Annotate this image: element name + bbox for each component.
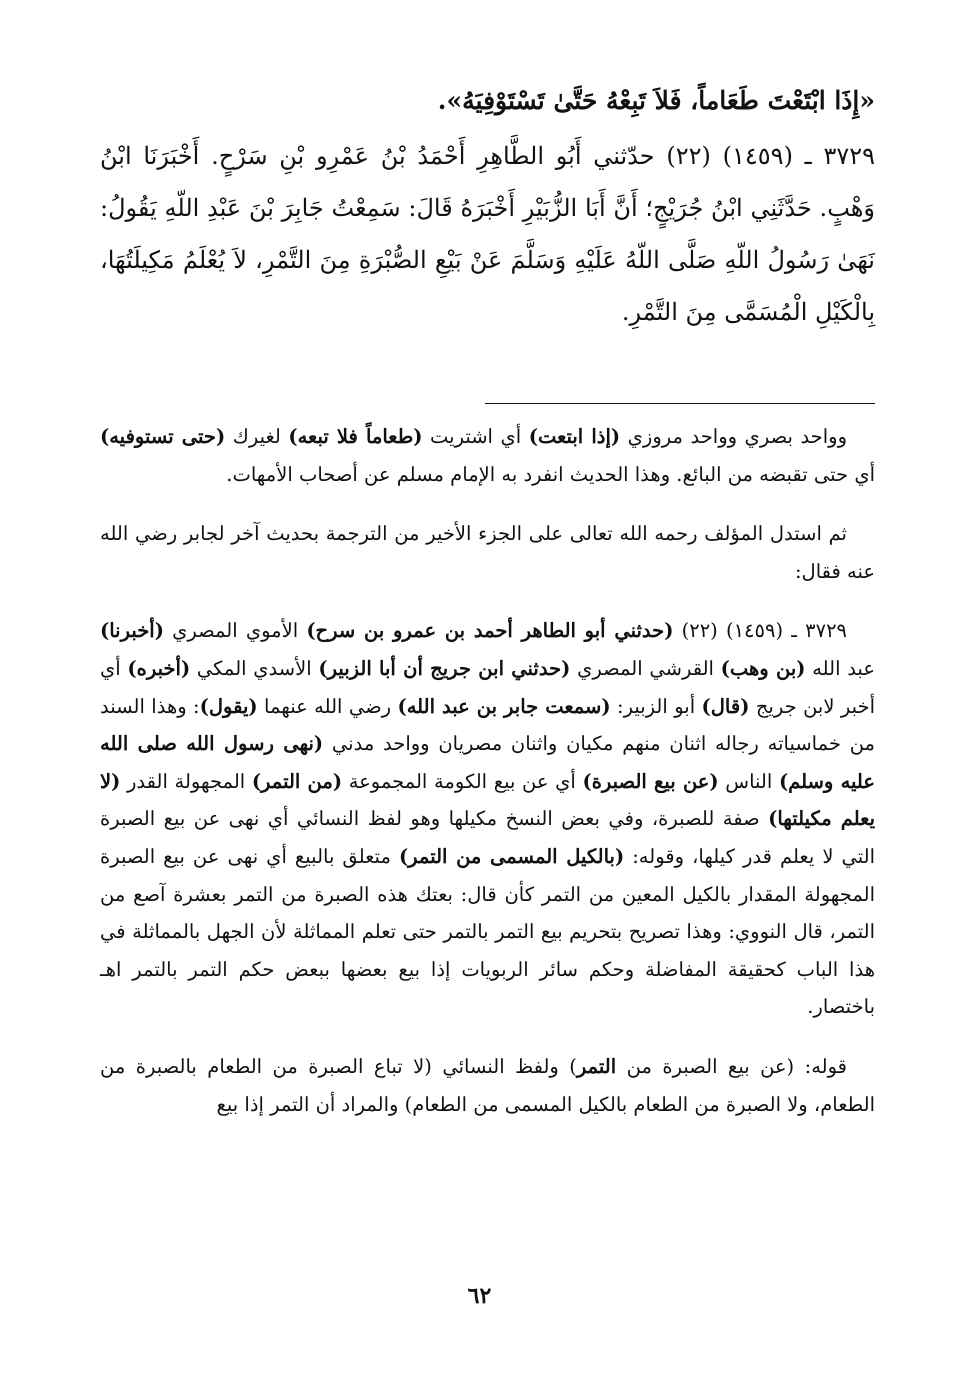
quoted-phrase: التمر <box>576 1054 617 1078</box>
quoted-phrase: (نهى رسول الله صلى الله عليه وسلم) <box>100 732 876 793</box>
commentary-text: ) ولفظ النسائي (لا تباع الصبرة من الطعام بالصبرة من الطعام، ولا الصبرة من الطعام بالكيل المسمى من الطعام) والمراد أن التمر إذا بيع <box>100 1054 875 1116</box>
commentary-text: ثم استدل المؤلف رحمه الله تعالى على الجزء الأخير من الترجمة بحديث آخر لجابر رضي الله عنه فقال: <box>100 522 875 583</box>
commentary-text: : وهذا السند من خماسياته رجاله اثنان منهم مكيان واثنان مصريان وواحد مدني <box>100 694 875 756</box>
quoted-phrase: (حدثني أبو الطاهر أحمد بن عمرو بن سرح) <box>306 619 674 643</box>
hadith-number-ref: ٣٧٢٩ ـ (١٤٥٩) (٢٢) <box>673 619 848 643</box>
quoted-phrase: (يقول) <box>199 694 258 718</box>
commentary-text: قوله: (عن بيع الصبرة من <box>616 1054 847 1078</box>
commentary-text: الناس <box>718 769 779 793</box>
footnote-divider <box>485 403 875 404</box>
commentary-paragraph-2 <box>100 515 875 590</box>
hadith-paragraph <box>100 130 875 338</box>
quoted-phrase: (عن بيع الصبرة) <box>582 769 719 793</box>
quoted-phrase: (حدثني ابن جريج أن أبا الزبير) <box>318 656 571 680</box>
quoted-phrase: (سمعت جابر بن عبد الله) <box>397 694 611 718</box>
commentary-text: أي حتى تقبضه من البائع. وهذا الحديث انفرد به الإمام مسلم عن أصحاب الأمهات. <box>226 462 875 486</box>
commentary-text: أي أخبر لابن جريج <box>100 656 875 718</box>
hadith-block <box>100 78 875 338</box>
commentary-text: رضي الله عنهما <box>257 694 398 718</box>
hadith-text: حدّثني أَبُو الطَّاهِرِ أَحْمَدُ بْنُ عَمْرِو بْنِ سَرْحٍ. أَخْبَرَنَا ابْنُ وَهْبٍ. حَدَّثَنِي ابْنُ جُرَيْجٍ؛ أَنَّ أَبَا الزُّبَيْرِ أَخْبَرَهُ قَالَ: سَمِعْتُ جَابِرَ بْنَ عَبْدِ اللّهِ يَقُولُ: نَهَىٰ رَسُولُ اللّهِ صَلَّى اللّهُ عَلَيْهِ وَسَلَّمَ عَنْ بَيْعِ الصُّبْرَةِ مِنَ التَّمْرِ، لاَ يُعْلَمُ مَكِيلَتُهَا، بِالْكَيْلِ الْمُسَمَّى مِنَ التَّمْرِ. <box>100 142 875 326</box>
commentary-text: أي عن بيع الكومة المجموعة <box>342 769 583 793</box>
commentary-text: أي اشتريت <box>422 425 529 448</box>
quoted-phrase: (بن وهب) <box>720 656 806 680</box>
quoted-phrase: (قال) <box>701 694 750 718</box>
commentary-text: المجهولة القدر <box>120 769 252 793</box>
previous-hadith-ending: «إِذَا ابْتَعْتَ طَعَاماً، فَلاَ تَبِعْهُ حَتَّىٰ تَسْتَوْفِيَهُ». <box>437 86 875 115</box>
commentary-paragraph-3 <box>100 612 875 1026</box>
quoted-phrase: (إذا ابتعت) <box>528 425 621 448</box>
commentary-text: أبو الزبير: <box>610 694 702 718</box>
commentary-paragraph-1 <box>100 418 875 493</box>
commentary-section <box>100 418 875 1145</box>
commentary-text: متعلق بالبيع أي نهى عن بيع الصبرة المجهولة المقدار بالكيل المعين من التمر كأن قال: بعتك هذه الصبرة من التمر بعشرة آصع من التمر، قال النووي: وهذا تصريح بتحريم بيع التمر بالتمر حتى تعلم المماثلة لأن الجهل بالمماثلة في هذا الباب كحقيقة المفاضلة وحكم سائر الربويات إذا بيع بعضها ببعض حكم التمر بالتمر اهـ باختصار. <box>100 844 875 1019</box>
quoted-phrase: (أخبرنا) <box>100 619 164 643</box>
commentary-paragraph-4 <box>100 1048 875 1123</box>
quoted-phrase: (لا يعلم مكيلتها) <box>100 769 875 831</box>
commentary-text: صفة للصبرة، وفي بعض النسخ مكيلها وهو لفظ النسائي أي نهى عن بيع الصبرة التي لا يعلم قدر كيلها، وقوله: <box>100 807 875 868</box>
commentary-text: لغيرك <box>225 425 289 448</box>
quoted-phrase: (طعاماً فلا تبعه) <box>288 425 423 448</box>
quoted-phrase: (من التمر) <box>251 769 343 793</box>
commentary-text: عبد الله <box>805 656 875 680</box>
hadith-number: ٣٧٢٩ ـ (١٤٥٩) (٢٢) <box>666 142 875 170</box>
commentary-text: القرشي المصري <box>570 656 721 680</box>
commentary-text: الأسدي المكي <box>190 656 319 680</box>
quoted-phrase: (أخبره) <box>127 656 191 680</box>
commentary-text: وواحد بصري وواحد مروزي <box>620 425 847 448</box>
commentary-text: الأموي المصري <box>163 619 307 643</box>
quoted-phrase: (حتى تستوفيه) <box>100 425 226 448</box>
page-number: ٦٢ <box>467 1283 492 1309</box>
quoted-phrase: (بالكيل المسمى من التمر) <box>398 844 625 868</box>
